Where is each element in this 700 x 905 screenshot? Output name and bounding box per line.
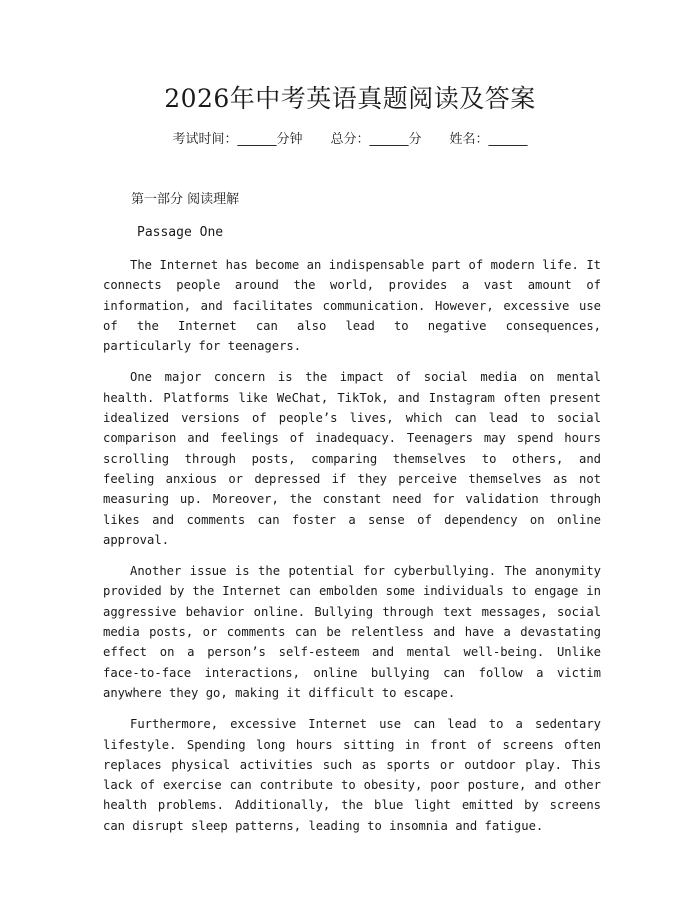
paragraph: One major concern is the impact of social media on mental health. Platforms like WeChat, TikTok, and Instagram often present idealized versions of people’s lives, which can lead to social comparison and feelings of inadequacy. Teenagers may spend hours scrolling through posts, comparing themselves to others, and feeling anxious or depressed if they perceive themselves as not measuring up. Moreover, the constant need for validation through likes and comments can foster a sense of dependency on online approval. xyxy=(103,370,601,547)
paragraph: Furthermore, excessive Internet use can lead to a sedentary lifestyle. Spending long hours sitting in front of screens often replaces physical activities such as sports or outdoor play. This lack of exercise can contribute to obesity, poor posture, and other health problems. Additionally, the blue light emitted by screens can disrupt sleep patterns, leading to insomnia and fatigue. xyxy=(103,717,601,833)
page-title: 2026年中考英语真题阅读及答案 xyxy=(164,84,536,113)
exam-time-field: 考试时间：______分钟 xyxy=(172,132,303,147)
total-score-field: 总分：______分 xyxy=(330,132,422,147)
section-heading: 第一部分 阅读理解 xyxy=(131,192,240,207)
paragraph: The Internet has become an indispensable part of modern life. It connects people around the world, provides a vast amount of information, and facilitates communication. However, excessive use of the Internet can also lead to negative consequences, particularly for teenagers. xyxy=(103,258,601,354)
passage-title: Passage One xyxy=(137,225,224,240)
passage-body xyxy=(103,255,601,847)
paragraph: Another issue is the potential for cyberbullying. The anonymity provided by the Internet can embolden some individuals to engage in aggressive behavior online. Bullying through text messages, social media posts, or comments can be relentless and have a devastating effect on a person’s self-esteem and mental well-being. Unlike face-to-face interactions, online bullying can follow a victim anywhere they go, making it difficult to escape. xyxy=(103,564,601,700)
student-name-field: 姓名：______ xyxy=(449,132,528,147)
exam-info-line xyxy=(0,131,700,149)
